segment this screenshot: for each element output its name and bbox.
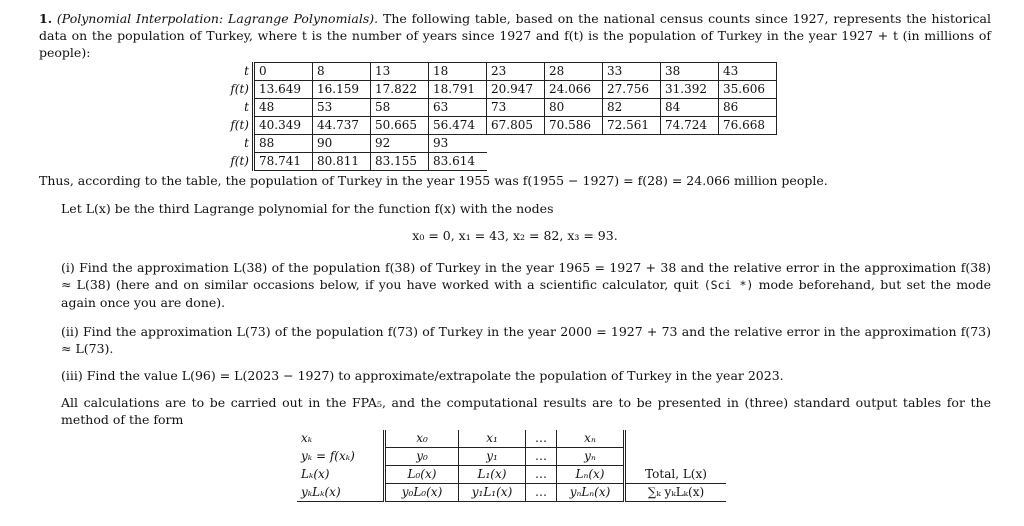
form-cell: x₁ (459, 430, 526, 448)
ellipsis-cell: … (526, 484, 557, 502)
t-value-cell: 82 (603, 99, 661, 117)
form-total-cell: Total, L(x) (625, 466, 727, 484)
t-value-cell: 80 (545, 99, 603, 117)
f-value-cell: 67.805 (487, 117, 545, 135)
form-cell: L₁(x) (459, 466, 526, 484)
form-cell: y₀L₀(x) (385, 484, 459, 502)
t-value-cell: 18 (429, 63, 487, 81)
form-cell: Lₙ(x) (557, 466, 625, 484)
form-row (297, 430, 726, 448)
form-total-cell (625, 448, 727, 466)
t-label: t (217, 63, 254, 81)
population-table (217, 62, 991, 171)
t-value-cell: 43 (719, 63, 777, 81)
f-value-cell (545, 153, 603, 171)
f-value-cell (719, 153, 777, 171)
form-total-cell: ∑ₖ yₖLₖ(x) (625, 484, 727, 502)
part-iii: (iii) Find the value L(96) = L(2023 − 1927) to approximate/extrapolate the population of Turkey in the year 2023. (61, 368, 784, 383)
t-value-cell (545, 135, 603, 153)
form-row (297, 484, 726, 502)
ellipsis-cell: … (526, 466, 557, 484)
part-i-text: (i) Find the approximation L(38) of the population f(38) of Turkey in the year 1965 = 1927 + 38 and the relative error in the approximation f(38) ≈ L(38) (here and on similar occasions below, if you have worked with a scientific calculator, quit (61, 260, 991, 292)
t-value-cell: 33 (603, 63, 661, 81)
form-row-label: yₖ = f(xₖ) (297, 448, 385, 466)
f-value-cell: 20.947 (487, 81, 545, 99)
thus-sentence: Thus, according to the table, the population of Turkey in the year 1955 was f(1955 − 1927) = f(28) = 24.066 million people. (39, 173, 828, 188)
f-row (217, 117, 777, 135)
t-value-cell: 73 (487, 99, 545, 117)
f-value-cell: 72.561 (603, 117, 661, 135)
f-value-cell: 70.586 (545, 117, 603, 135)
f-value-cell: 50.665 (371, 117, 429, 135)
f-label: f(t) (217, 81, 254, 99)
form-total-cell (625, 430, 727, 448)
part-i (39, 259, 991, 311)
t-label: t (217, 99, 254, 117)
f-value-cell: 83.155 (371, 153, 429, 171)
form-row (297, 466, 726, 484)
f-value-cell: 27.756 (603, 81, 661, 99)
f-value-cell (603, 153, 661, 171)
f-row (217, 153, 777, 171)
f-value-cell: 16.159 (313, 81, 371, 99)
nodes-equation: x₀ = 0, x₁ = 43, x₂ = 82, x₃ = 93. (412, 228, 618, 243)
t-value-cell: 8 (313, 63, 371, 81)
t-value-cell: 84 (661, 99, 719, 117)
sci-mode-code: (Sci *) (703, 278, 754, 292)
t-value-cell: 58 (371, 99, 429, 117)
problem-page (39, 10, 991, 502)
t-value-cell: 63 (429, 99, 487, 117)
part-ii: (ii) Find the approximation L(73) of the population f(73) of Turkey in the year 2000 = 1927 + 73 and the relative error in the approximation f(73) ≈ L(73). (61, 324, 991, 356)
all-calc-sentence: All calculations are to be carried out in the FPA₅, and the computational results are to be presented in (three) standard output tables for the method of the form (61, 395, 991, 427)
form-cell: L₀(x) (385, 466, 459, 484)
f-value-cell: 83.614 (429, 153, 487, 171)
population-data-table (217, 62, 777, 171)
f-value-cell: 40.349 (254, 117, 313, 135)
part-i-text-end: mode beforehand, but set the mode again once you are done). (61, 277, 991, 310)
intro-text: The following table, based on the national census counts since 1927, represents the historical data on the population of Turkey, where t is the number of years since 1927 and f(t) is the population of Turkey in the year 1927 + t (in millions of people): (39, 11, 991, 60)
form-cell: y₁ (459, 448, 526, 466)
form-cell: y₁L₁(x) (459, 484, 526, 502)
form-cell: yₙLₙ(x) (557, 484, 625, 502)
t-value-cell: 93 (429, 135, 487, 153)
f-value-cell: 35.606 (719, 81, 777, 99)
t-value-cell: 53 (313, 99, 371, 117)
t-row (217, 135, 777, 153)
form-row-label: xₖ (297, 430, 385, 448)
f-value-cell: 18.791 (429, 81, 487, 99)
problem-number: 1. (39, 11, 53, 26)
f-value-cell: 31.392 (661, 81, 719, 99)
t-value-cell (719, 135, 777, 153)
t-value-cell: 38 (661, 63, 719, 81)
f-value-cell: 78.741 (254, 153, 313, 171)
f-value-cell (661, 153, 719, 171)
f-value-cell: 74.724 (661, 117, 719, 135)
f-value-cell: 80.811 (313, 153, 371, 171)
lagrange-form-table (297, 430, 726, 502)
f-value-cell: 44.737 (313, 117, 371, 135)
t-row (217, 99, 777, 117)
problem-intro (39, 10, 991, 61)
form-row (297, 448, 726, 466)
form-cell: y₀ (385, 448, 459, 466)
problem-title: (Polynomial Interpolation: Lagrange Polynomials). (56, 11, 379, 26)
f-value-cell: 17.822 (371, 81, 429, 99)
let-sentence: Let L(x) be the third Lagrange polynomial for the function f(x) with the nodes (61, 201, 554, 216)
t-row (217, 63, 777, 81)
f-value-cell: 56.474 (429, 117, 487, 135)
t-value-cell (487, 135, 545, 153)
t-label: t (217, 135, 254, 153)
t-value-cell: 13 (371, 63, 429, 81)
form-cell: x₀ (385, 430, 459, 448)
f-label: f(t) (217, 117, 254, 135)
t-value-cell: 48 (254, 99, 313, 117)
t-value-cell (603, 135, 661, 153)
f-row (217, 81, 777, 99)
form-row-label: Lₖ(x) (297, 466, 385, 484)
t-value-cell: 0 (254, 63, 313, 81)
t-value-cell: 23 (487, 63, 545, 81)
t-value-cell: 28 (545, 63, 603, 81)
form-cell: yₙ (557, 448, 625, 466)
t-value-cell: 88 (254, 135, 313, 153)
ellipsis-cell: … (526, 430, 557, 448)
form-row-label: yₖLₖ(x) (297, 484, 385, 502)
output-form-table (297, 430, 991, 502)
t-value-cell: 92 (371, 135, 429, 153)
t-value-cell: 90 (313, 135, 371, 153)
f-value-cell: 76.668 (719, 117, 777, 135)
t-value-cell: 86 (719, 99, 777, 117)
t-value-cell (661, 135, 719, 153)
ellipsis-cell: … (526, 448, 557, 466)
form-cell: xₙ (557, 430, 625, 448)
f-value-cell: 13.649 (254, 81, 313, 99)
f-value-cell (487, 153, 545, 171)
f-value-cell: 24.066 (545, 81, 603, 99)
f-label: f(t) (217, 153, 254, 171)
